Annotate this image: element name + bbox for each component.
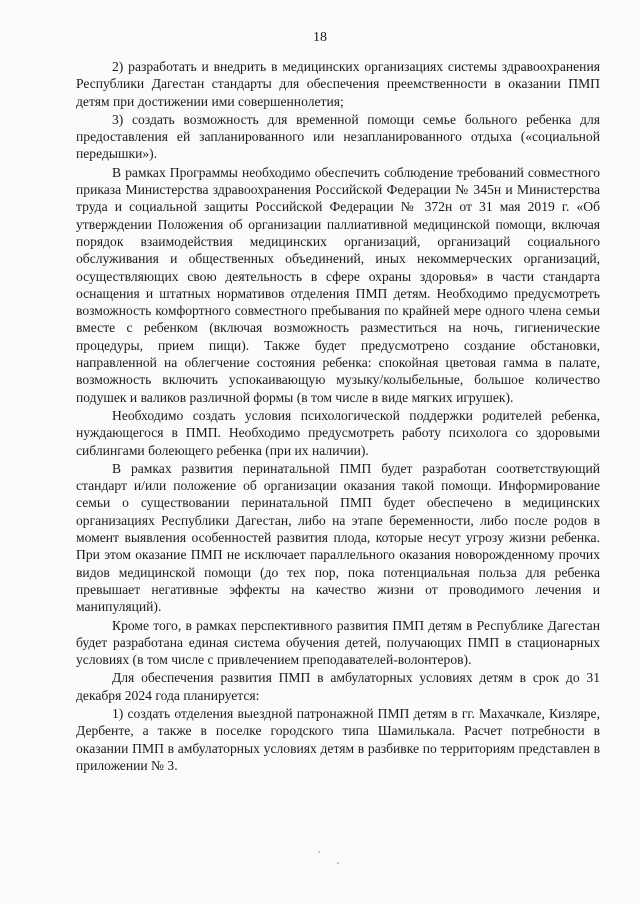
paragraph-item-3: 3) создать возможность для временной помощи семье больного ребенка для предоставления ей запланированного или незапланированного отдыха («социальной передышки»). xyxy=(76,111,600,162)
scan-speck xyxy=(318,851,320,853)
page-number: 18 xyxy=(313,30,327,45)
paragraph-perinatal-care: В рамках развития перинатальной ПМП будет разработан соответствующий стандарт и/или положение об организации оказания такой помощи. Информирование семьи о существовании перинатальной ПМП будет обеспечено в медицинских организациях Республики Дагестан, либо на этапе беременности, либо после родов в момент выявления особенностей развития плода, которые несут угрозу жизни ребенка. При этом оказание ПМП не исключает параллельного оказания новорожденному прочих видов медицинской помощи (до тех пор, пока потенциальная польза для ребенка превышает негативные эффекты на качество жизни от проводимого лечения и манипуляций). xyxy=(76,460,600,615)
paragraph-psychological-support: Необходимо создать условия психологической поддержки родителей ребенка, нуждающегося в ПМП. Необходимо предусмотреть работу психолога со здоровыми сиблингами болеющего ребенка (при их наличии). xyxy=(76,407,600,458)
paragraph-program-requirements: В рамках Программы необходимо обеспечить соблюдение требований совместного приказа Министерства здравоохранения Российской Федерации № 345н и Министерства труда и социальной защиты Российской Федерации № 372н от 31 мая 2019 г. «Об утверждении Положения об организации паллиативной медицинской помощи, включая порядок взаимодействия медицинских организаций, организаций социального обслуживания и общественных объединений, иных некоммерческих организаций, осуществляющих свою деятельность в сфере охраны здоровья» в части стандарта оснащения и штатных нормативов отделения ПМП детям. Необходимо предусмотреть возможность комфортного совместного пребывания по крайней мере одного члена семьи вместе с ребенком (включая возможность разместиться на ночь, гигиенические процедуры, прием пищи). Также будет предусмотрено создание обстановки, направленной на облегчение состояния ребенка: спокойная цветовая гамма в палате, возможность включить успокаивающую музыку/колыбельные, большое количество подушек и валиков различной формы (в том числе в виде мягких игрушек). xyxy=(76,164,600,405)
paragraph-education-system: Кроме того, в рамках перспективного развития ПМП детям в Республике Дагестан будет разработана единая система обучения детей, получающих ПМП в стационарных условиях (в том числе с привлечением преподавателей-волонтеров). xyxy=(76,617,600,668)
paragraph-item-2: 2) разработать и внедрить в медицинских организациях системы здравоохранения Республики Дагестан стандарты для обеспечения преемственности в оказании ПМП детям при достижении ими совершеннолетия; xyxy=(76,59,600,109)
paragraph-outpatient-intro: Для обеспечения развития ПМП в амбулаторных условиях детям в срок до 31 декабря 2024 года планируется: xyxy=(76,670,600,703)
body-text xyxy=(76,58,600,775)
scan-speck xyxy=(337,862,339,864)
paragraph-outpatient-item-1: 1) создать отделения выездной патронажной ПМП детям в гг. Махачкале, Кизляре, Дербенте, а также в поселке городского типа Шамилькала. Расчет потребности в оказании ПМП в амбулаторных условиях детям в разбивке по территориям представлен в приложении № 3. xyxy=(76,705,600,773)
